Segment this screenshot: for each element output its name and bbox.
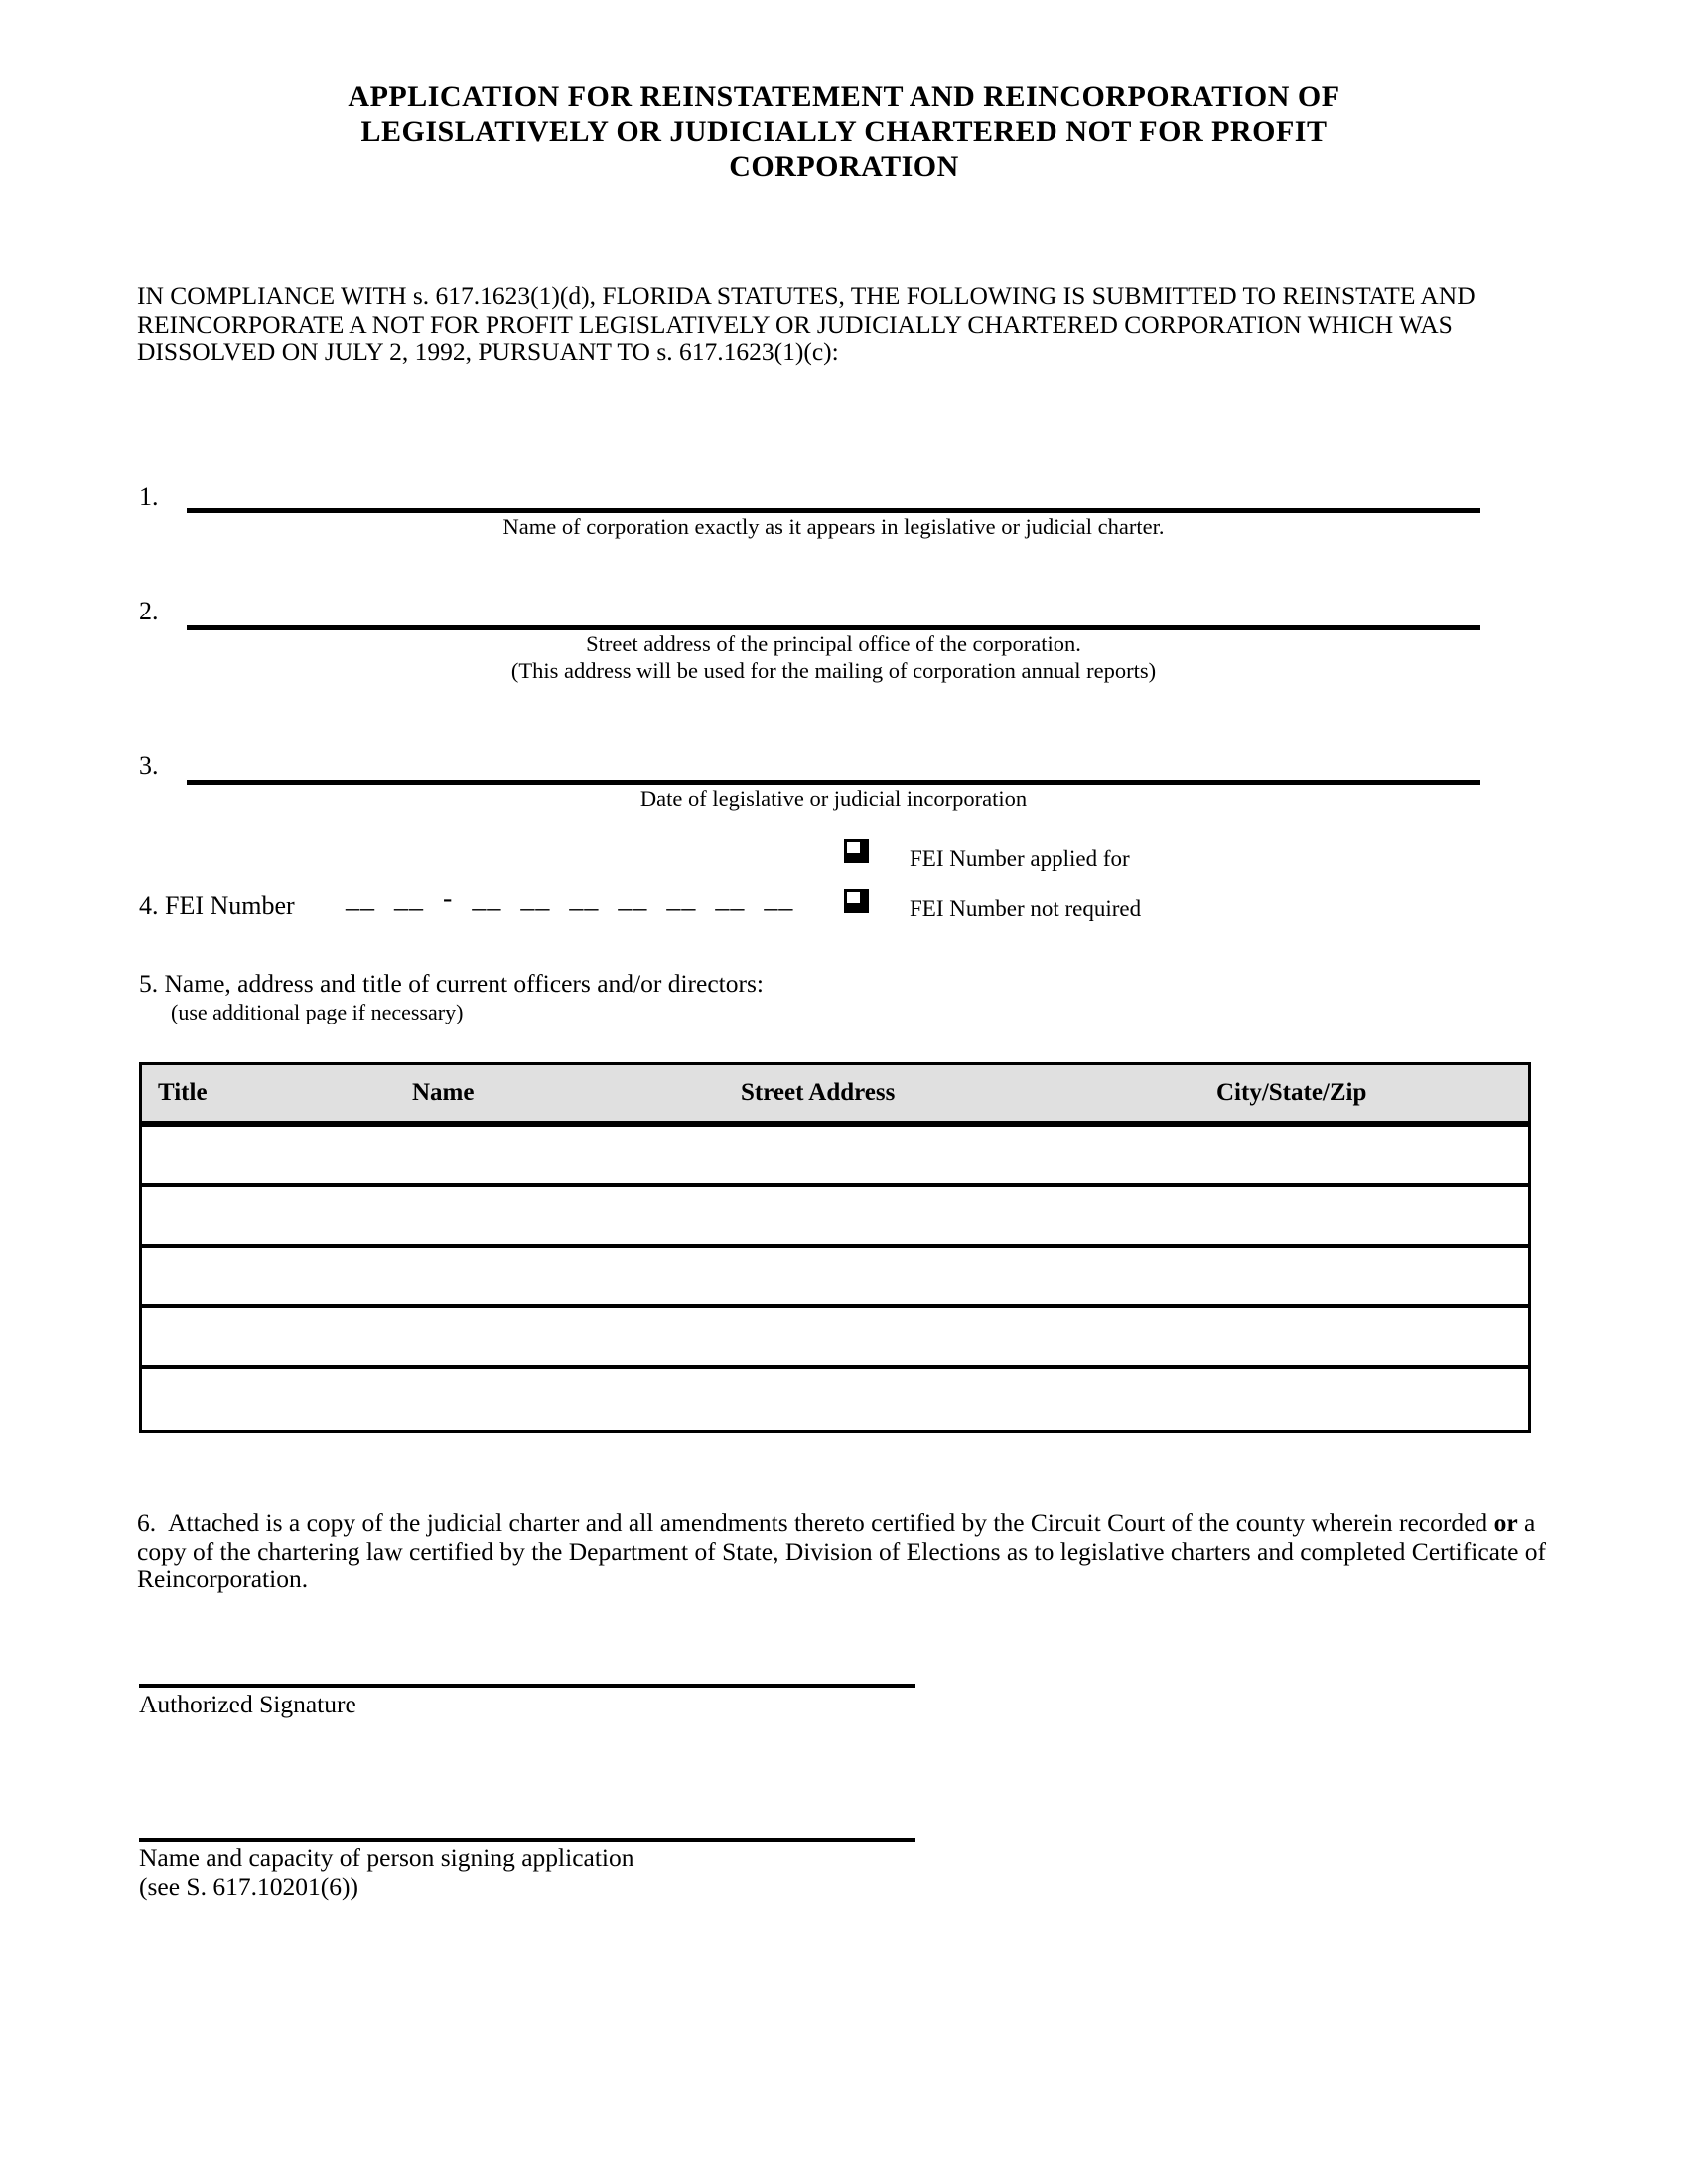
officer-1-street-cell[interactable] (725, 1127, 1200, 1183)
officer-2-street-cell[interactable] (725, 1187, 1200, 1244)
column-header-street-address: Street Address (741, 1079, 896, 1106)
officers-section-label: 5. Name, address and title of current officers and/or directors: (139, 969, 765, 998)
name-capacity-label: Name and capacity of person signing application (139, 1843, 634, 1872)
item-2-number: 2. (139, 597, 159, 625)
form-title-line-2: LEGISLATIVELY OR JUDICIALLY CHARTERED NOT FOR PROFIT (360, 115, 1328, 148)
officer-3-city-cell[interactable] (1200, 1248, 1528, 1304)
form-title (0, 79, 1688, 184)
officer-3-name-cell[interactable] (396, 1248, 725, 1304)
item-1-number: 1. (139, 482, 159, 511)
officer-2-name-cell[interactable] (396, 1187, 725, 1244)
officer-5-city-cell[interactable] (1200, 1369, 1528, 1430)
officer-4-street-cell[interactable] (725, 1308, 1200, 1365)
officer-row-3[interactable] (142, 1248, 1528, 1308)
officer-5-title-cell[interactable] (142, 1369, 396, 1430)
officer-4-name-cell[interactable] (396, 1308, 725, 1365)
column-header-name: Name (412, 1079, 475, 1106)
officer-4-city-cell[interactable] (1200, 1308, 1528, 1365)
attachment-clause-text-before: Attached is a copy of the judicial charter and all amendments thereto certified by the Circuit Court of the county wherein recorded (168, 1508, 1494, 1537)
officer-2-title-cell[interactable] (142, 1187, 396, 1244)
officer-5-street-cell[interactable] (725, 1369, 1200, 1430)
officer-1-city-cell[interactable] (1200, 1127, 1528, 1183)
name-capacity-field[interactable] (139, 1838, 915, 1842)
column-header-title: Title (158, 1079, 208, 1106)
attachment-clause (137, 1509, 1567, 1594)
officer-1-title-cell[interactable] (142, 1127, 396, 1183)
officer-5-name-cell[interactable] (396, 1369, 725, 1430)
column-header-city-state-zip: City/State/Zip (1216, 1079, 1367, 1106)
statute-reference-label: (see S. 617.10201(6)) (139, 1872, 358, 1901)
officers-section-note: (use additional page if necessary) (171, 1000, 464, 1024)
officer-3-title-cell[interactable] (142, 1248, 396, 1304)
incorporation-date-field[interactable] (187, 780, 1480, 785)
fei-number-field[interactable]: __ __ - __ __ __ __ __ __ __ (346, 884, 794, 914)
officers-table (139, 1062, 1531, 1433)
officers-table-header (142, 1065, 1528, 1127)
item-6-number: 6. (137, 1508, 157, 1537)
corporation-name-caption: Name of corporation exactly as it appears in legislative or judicial charter. (502, 514, 1165, 539)
fei-number-label: 4. FEI Number (139, 891, 295, 920)
authorized-signature-label: Authorized Signature (139, 1690, 356, 1718)
officer-row-2[interactable] (142, 1187, 1528, 1248)
street-address-field[interactable] (187, 625, 1480, 630)
corporation-name-field[interactable] (187, 508, 1480, 513)
street-address-subcaption: (This address will be used for the mailing of corporation annual reports) (510, 658, 1157, 683)
officer-2-city-cell[interactable] (1200, 1187, 1528, 1244)
item-3-number: 3. (139, 751, 159, 780)
officer-row-4[interactable] (142, 1308, 1528, 1369)
compliance-paragraph: IN COMPLIANCE WITH s. 617.1623(1)(d), FLORIDA STATUTES, THE FOLLOWING IS SUBMITTED TO REINSTATE AND REINCORPORATE A NOT FOR PROFIT LEGISLATIVELY OR JUDICIALLY CHARTERED CORPORATION WHICH WAS DISSOLVED ON JULY 2, 1992, PURSUANT TO s. 617.1623(1)(c): (137, 281, 1476, 366)
attachment-clause-text-after: a copy of the chartering law certified by the Department of State, Division of Elections as to legislative charters and completed Certificate of Reincorporation. (137, 1508, 1546, 1593)
form-title-line-3: CORPORATION (729, 150, 959, 183)
street-address-caption: Street address of the principal office of the corporation. (586, 631, 1081, 656)
authorized-signature-field[interactable] (139, 1684, 915, 1688)
fei-not-required-label: FEI Number not required (910, 896, 1142, 921)
fei-applied-checkbox[interactable] (844, 839, 869, 863)
incorporation-date-caption: Date of legislative or judicial incorporation (639, 786, 1028, 811)
officer-3-street-cell[interactable] (725, 1248, 1200, 1304)
officer-1-name-cell[interactable] (396, 1127, 725, 1183)
officer-4-title-cell[interactable] (142, 1308, 396, 1365)
attachment-clause-bold-or: or (1493, 1508, 1518, 1537)
officer-row-1[interactable] (142, 1127, 1528, 1187)
fei-applied-label: FEI Number applied for (910, 846, 1130, 871)
officer-row-5[interactable] (142, 1369, 1528, 1430)
fei-not-required-checkbox[interactable] (844, 889, 869, 913)
form-title-line-1: APPLICATION FOR REINSTATEMENT AND REINCORPORATION OF (348, 80, 1340, 113)
